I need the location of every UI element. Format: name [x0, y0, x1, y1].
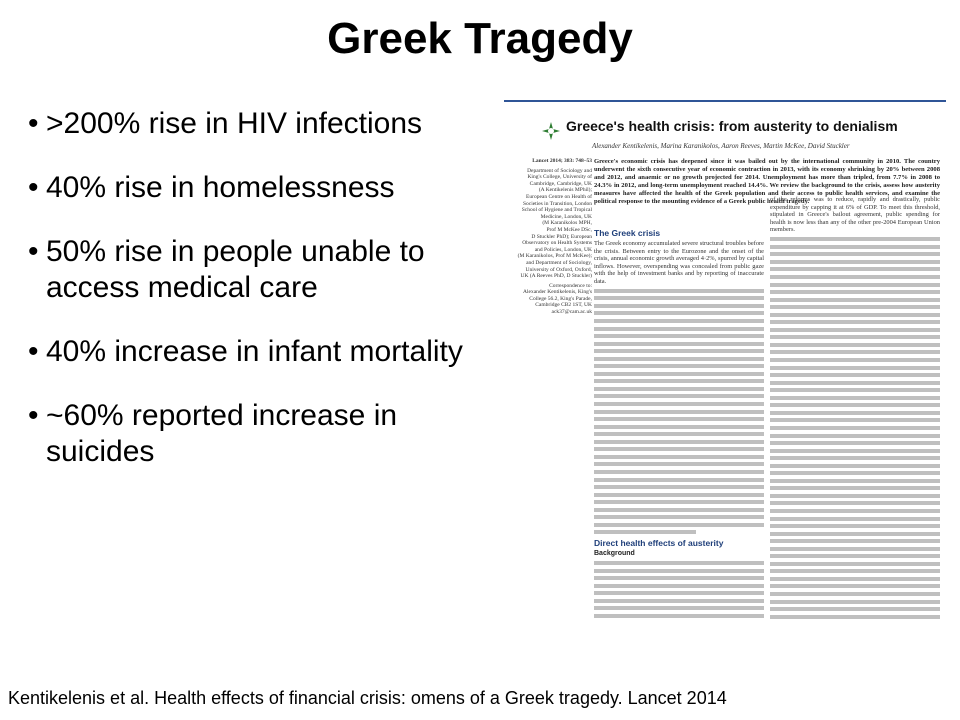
text-line	[770, 350, 940, 354]
text-line	[594, 311, 764, 315]
text-line	[770, 607, 940, 611]
bullet-text: 50% rise in people unable to access medical care	[46, 235, 425, 304]
bullet-text: 40% increase in infant mortality	[46, 335, 463, 368]
text-line	[594, 584, 764, 588]
text-line	[594, 296, 764, 300]
text-line	[594, 304, 764, 308]
text-line	[770, 313, 940, 317]
text-line	[594, 515, 764, 519]
text-line	[770, 449, 940, 453]
text-line	[594, 425, 764, 429]
bullet-icon: •	[28, 235, 39, 268]
text-line	[770, 479, 940, 483]
affiliation-line: (M Karanikolos, Prof M McKee);	[517, 253, 592, 260]
text-line	[594, 417, 764, 421]
article-paragraph: of the reforms was to reduce, rapidly and drastically, public expenditure by capping it at 6% of GDP. To meet this threshold, stipulated in Greece's bailout agreement, public spending for health is now less than any of the other pre-2004 European Union members.	[770, 196, 940, 234]
affiliation-line: Lancet 2014; 383: 748–53	[532, 158, 592, 164]
text-line	[770, 577, 940, 581]
text-line	[594, 561, 764, 565]
citation-text: Kentikelenis et al. Health effects of financial crisis: omens of a Greek tragedy. Lancet 2014	[8, 688, 727, 708]
article-authors: Alexander Kentikelenis, Marina Karanikolos, Aaron Reeves, Martin McKee, David Stuckler	[592, 142, 850, 150]
article-affiliations	[508, 158, 592, 316]
text-line	[770, 260, 940, 264]
text-line	[770, 267, 940, 271]
affiliation-line: King's College, University of	[527, 174, 592, 181]
text-line	[594, 508, 764, 512]
text-line	[594, 576, 764, 580]
text-line	[594, 493, 764, 497]
text-line	[770, 547, 940, 551]
text-line	[770, 426, 940, 430]
text-line	[594, 530, 696, 534]
article-title: Greece's health crisis: from austerity to denialism	[566, 118, 898, 134]
affiliation-line: and Department of Sociology,	[526, 259, 592, 266]
affiliation-line: Department of Sociology and	[527, 167, 592, 174]
text-line	[770, 554, 940, 558]
text-line	[594, 357, 764, 361]
text-line	[770, 396, 940, 400]
text-line	[770, 441, 940, 445]
text-line	[594, 523, 764, 527]
text-line	[594, 485, 764, 489]
bullet-list	[28, 106, 498, 498]
article-column-right	[770, 196, 940, 622]
section-heading: The Greek crisis	[594, 228, 661, 238]
article-image	[504, 100, 946, 640]
affiliation-line: UK (A Reeves PhD, D Stuckler)	[520, 273, 592, 280]
affiliation-line: (M Karanikolos MPH,	[542, 220, 592, 227]
text-line	[594, 394, 764, 398]
text-line	[770, 418, 940, 422]
text-line	[770, 358, 940, 362]
text-line	[770, 283, 940, 287]
text-line	[594, 327, 764, 331]
text-line	[594, 342, 764, 346]
text-line	[770, 237, 940, 241]
bullet-icon: •	[28, 107, 39, 140]
text-line	[594, 349, 764, 353]
bullet-icon: •	[28, 171, 39, 204]
text-line	[594, 289, 764, 293]
text-line	[594, 432, 764, 436]
slide-title: Greek Tragedy	[327, 14, 633, 63]
text-line	[770, 320, 940, 324]
text-line	[594, 500, 764, 504]
text-line	[770, 411, 940, 415]
bullet-icon: •	[28, 399, 39, 432]
text-line	[594, 599, 764, 603]
text-line	[770, 464, 940, 468]
text-line	[770, 328, 940, 332]
text-line	[770, 524, 940, 528]
text-line	[770, 569, 940, 573]
text-line	[770, 456, 940, 460]
text-line	[770, 403, 940, 407]
text-line	[594, 470, 764, 474]
affiliation-line: University of Oxford, Oxford,	[525, 266, 592, 273]
text-line	[594, 462, 764, 466]
text-line	[770, 335, 940, 339]
text-line	[770, 600, 940, 604]
text-line	[594, 447, 764, 451]
text-line	[594, 387, 764, 391]
text-line	[770, 517, 940, 521]
article-abstract: Greece's economic crisis has deepened since it was bailed out by the international community in 2010. The country underwent the sixth consecutive year of economic contraction in 2013, with its economy shrinking by 20% between 2008 and 2012, and anaemic or no growth projected for 2014. Unemployment has more than tripled, from 7.7% in 2008 to 24.3% in 2012, and long-term unemployment reached 14.4%. We review the background to the crisis, assess how austerity measures have affected the health of the Greek population and their access to public health services, and examine the political response to the mounting evidence of a Greek public health tragedy.	[594, 158, 940, 205]
text-line	[770, 592, 940, 596]
text-line	[770, 509, 940, 513]
section-heading: Direct health effects of austerity	[594, 537, 724, 548]
affiliation-line: School of Hygiene and Tropical	[521, 207, 592, 214]
text-line	[770, 373, 940, 377]
affiliation-line: Cambridge CB2 1ST, UK	[535, 302, 592, 309]
text-line	[770, 584, 940, 588]
bullet-item-suicides	[28, 398, 498, 470]
text-line	[770, 388, 940, 392]
bullet-text: >200% rise in HIV infections	[46, 107, 423, 140]
text-line	[770, 532, 940, 536]
text-line	[770, 494, 940, 498]
affiliation-line: Alexander Kentikelenis, King's	[523, 289, 592, 296]
subsection-heading: Background	[594, 549, 635, 557]
affiliation-line: Cambridge, Cambridge, UK	[529, 180, 592, 187]
bullet-text: ~60% reported increase in suicides	[46, 399, 398, 468]
affiliation-line: (A Kentikelenis MPhil);	[538, 187, 592, 194]
text-line	[594, 606, 764, 610]
text-line	[594, 455, 764, 459]
affiliation-line: Correspondence to:	[549, 282, 592, 289]
text-line	[594, 591, 764, 595]
article-paragraph: The Greek economy accumulated severe structural troubles before the crisis. Between entry to the Eurozone and the onset of the crisis, annual economic growth averaged 4·2%, spurred by capital inflows. However, overspending was concealed from public gaze with the help of investment banks and by reporting of inaccurate data.	[594, 240, 764, 285]
text-line	[594, 364, 764, 368]
text-line	[770, 245, 940, 249]
affiliation-line: ack37@cam.ac.uk	[551, 309, 592, 316]
affiliation-line: Societies in Transition, London	[522, 200, 592, 207]
text-line	[770, 471, 940, 475]
text-line	[770, 343, 940, 347]
text-line	[770, 305, 940, 309]
text-line	[594, 410, 764, 414]
affiliation-line: D Stuckler PhD); European	[531, 233, 592, 240]
text-line	[770, 486, 940, 490]
bullet-item-medical-care	[28, 234, 498, 306]
text-line	[770, 562, 940, 566]
affiliation-line: College 56.2, King's Parade,	[529, 295, 592, 302]
text-line	[594, 402, 764, 406]
bullet-item-infant-mortality	[28, 334, 498, 370]
text-line	[770, 434, 940, 438]
text-line	[594, 569, 764, 573]
article-top-rule	[504, 100, 946, 102]
article-column-left	[594, 226, 764, 621]
affiliation-line: Observatory on Health Systems	[522, 240, 592, 247]
text-line	[770, 298, 940, 302]
bullet-item-hiv	[28, 106, 498, 142]
text-line	[594, 478, 764, 482]
text-line	[770, 501, 940, 505]
text-line	[770, 381, 940, 385]
bullet-icon: •	[28, 335, 39, 368]
text-line	[770, 615, 940, 619]
text-line	[594, 334, 764, 338]
text-line	[594, 614, 764, 618]
affiliation-line: and Policies, London, UK	[534, 246, 592, 253]
bullet-text: 40% rise in homelessness	[46, 171, 395, 204]
text-line	[770, 290, 940, 294]
text-line	[770, 366, 940, 370]
text-line	[770, 252, 940, 256]
affiliation-line: Prof M McKee DSc,	[546, 226, 592, 233]
affiliation-line: Medicine, London, UK	[540, 213, 592, 220]
bullet-item-homelessness	[28, 170, 498, 206]
affiliation-line: European Centre on Health of	[526, 193, 592, 200]
text-line	[594, 319, 764, 323]
text-line	[770, 539, 940, 543]
text-line	[770, 275, 940, 279]
text-line	[594, 379, 764, 383]
text-line	[594, 440, 764, 444]
crossmark-icon	[540, 120, 562, 142]
text-line	[594, 372, 764, 376]
